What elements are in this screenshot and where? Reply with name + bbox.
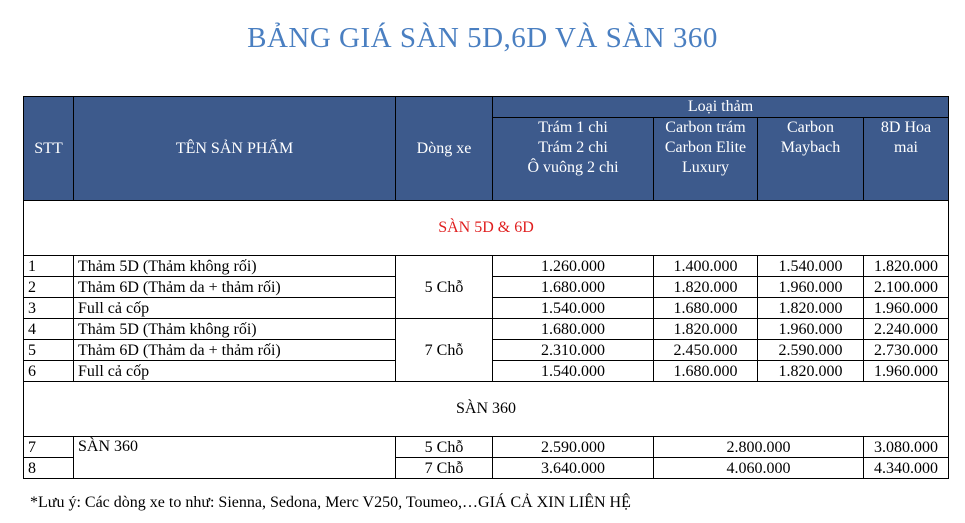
row-price: 2.100.000 [864, 277, 949, 298]
row-price: 2.590.000 [493, 437, 654, 458]
header-stt: STT [24, 97, 74, 201]
row-price: 1.540.000 [493, 298, 654, 319]
row-stt: 3 [24, 298, 74, 319]
row-seats: 5 Chỗ [396, 256, 493, 319]
row-price: 2.800.000 [654, 437, 864, 458]
row-price: 1.680.000 [493, 319, 654, 340]
row-stt: 4 [24, 319, 74, 340]
header-type-carbon-maybach: Carbon Maybach [758, 118, 864, 201]
row-price: 1.680.000 [654, 361, 758, 382]
row-product: Thảm 6D (Thảm da + thảm rối) [74, 277, 396, 298]
header-type-carbon-elite: Carbon trám Carbon Elite Luxury [654, 118, 758, 201]
row-price: 1.540.000 [493, 361, 654, 382]
row-product: Full cả cốp [74, 361, 396, 382]
row-price: 1.400.000 [654, 256, 758, 277]
row-price: 1.820.000 [758, 298, 864, 319]
row-stt: 1 [24, 256, 74, 277]
row-price: 1.820.000 [654, 319, 758, 340]
row-price: 1.540.000 [758, 256, 864, 277]
row-product: SÀN 360 [74, 437, 396, 479]
row-price: 1.820.000 [654, 277, 758, 298]
table-header [24, 97, 949, 201]
row-price: 2.310.000 [493, 340, 654, 361]
header-type-8d: 8D Hoa mai [864, 118, 949, 201]
row-stt: 5 [24, 340, 74, 361]
page-title: BẢNG GIÁ SÀN 5D,6D VÀ SÀN 360 [247, 22, 718, 54]
row-price: 2.590.000 [758, 340, 864, 361]
row-seats: 5 Chỗ [396, 437, 493, 458]
row-price: 1.960.000 [864, 298, 949, 319]
row-stt: 7 [24, 437, 74, 458]
footnote: *Lưu ý: Các dòng xe to như: Sienna, Sedona, Merc V250, Toumeo,…GIÁ CẢ XIN LIÊN HỆ [30, 494, 631, 511]
row-price: 1.820.000 [864, 256, 949, 277]
row-stt: 8 [24, 458, 74, 479]
table-row [24, 437, 949, 458]
row-price: 1.960.000 [758, 277, 864, 298]
row-price: 3.640.000 [493, 458, 654, 479]
section-title-5d6d: SÀN 5D & 6D [24, 201, 949, 256]
row-product: Thảm 5D (Thảm không rối) [74, 319, 396, 340]
row-price: 2.730.000 [864, 340, 949, 361]
row-product: Thảm 6D (Thảm da + thảm rối) [74, 340, 396, 361]
row-price: 1.960.000 [864, 361, 949, 382]
row-price: 1.680.000 [493, 277, 654, 298]
section-row [24, 382, 949, 437]
row-price: 1.680.000 [654, 298, 758, 319]
row-seats: 7 Chỗ [396, 319, 493, 382]
price-table [23, 96, 949, 479]
section-row [24, 201, 949, 256]
header-type-diamond: Trám 1 chi Trám 2 chi Ô vuông 2 chi [493, 118, 654, 201]
row-price: 2.450.000 [654, 340, 758, 361]
row-seats: 7 Chỗ [396, 458, 493, 479]
table-row [24, 256, 949, 277]
header-product: TÊN SẢN PHẨM [74, 97, 396, 201]
table-row [24, 319, 949, 340]
row-price: 4.060.000 [654, 458, 864, 479]
row-price: 3.080.000 [864, 437, 949, 458]
section-title-360: SÀN 360 [24, 382, 949, 437]
row-price: 1.820.000 [758, 361, 864, 382]
row-price: 1.260.000 [493, 256, 654, 277]
row-price: 2.240.000 [864, 319, 949, 340]
header-mat-type: Loại thảm [493, 97, 949, 118]
row-stt: 6 [24, 361, 74, 382]
row-price: 4.340.000 [864, 458, 949, 479]
row-price: 1.960.000 [758, 319, 864, 340]
header-model: Dòng xe [396, 97, 493, 201]
row-product: Full cả cốp [74, 298, 396, 319]
row-stt: 2 [24, 277, 74, 298]
row-product: Thảm 5D (Thảm không rối) [74, 256, 396, 277]
